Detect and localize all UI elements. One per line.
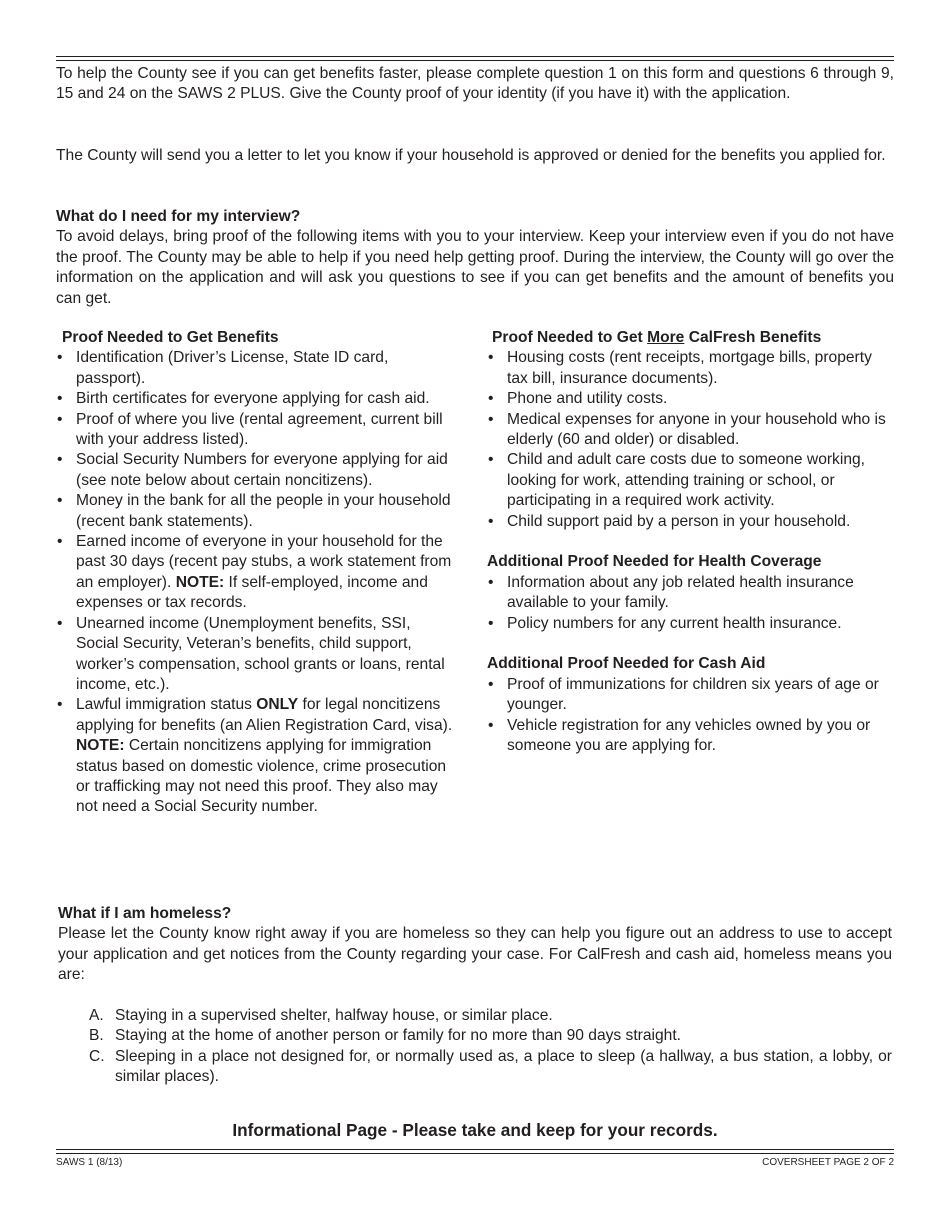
list-item: • Unearned income (Unemployment benefits, SSI, Social Security, Veteran’s benefits, child support, worker’s compensation, school grants or loans, rental income, etc.). [57,614,445,693]
list-item: • Money in the bank for all the people in your household (recent bank statements). [57,492,451,530]
list-item: • Policy numbers for any current health insurance. [488,614,842,632]
list-item: • Housing costs (rent receipts, mortgage bills, property tax bill, insurance documents). [488,349,872,387]
list-item: • Proof of immunizations for children six years of age or younger. [488,675,879,714]
list-item: B. Staying at the home of another person or family for no more than 90 days straight. [89,1027,682,1045]
list-item: • Social Security Numbers for everyone applying for aid (see note below about certain noncitizens). [57,451,448,489]
form-id: SAWS 1 (8/13) [56,1157,123,1168]
list-item: • Identification (Driver’s License, State ID card, passport). [57,349,389,387]
list-item: • Lawful immigration status ONLY for legal noncitizens applying for benefits (an Alien Registration Card, visa). NOTE: Certain noncitizens applying for immigration status based on domestic violence, crime prosecution or trafficking may not need this proof. They also may not need a Social Security number. [57,696,453,816]
informational-note: Informational Page - Please take and keep for your records. [232,1120,718,1140]
proof-calfresh-column [487,328,892,757]
list-item: • Medical expenses for anyone in your household who is elderly (60 and older) or disabled. [488,410,886,449]
proof-benefits-list [56,348,456,817]
bottom-rule [56,1153,894,1154]
homeless-section [58,904,892,1088]
cash-aid-list [487,675,892,757]
homeless-body: Please let the County know right away if you are homeless so they can help you figure out an address to use to accept your application and get notices from the County regarding your case. For CalFresh and cash aid, homeless means you are: [58,925,892,984]
list-item: • Child support paid by a person in your household. [488,512,851,530]
list-item: • Phone and utility costs. [488,390,668,408]
interview-heading: What do I need for my interview? [56,208,301,225]
proof-calfresh-heading: Proof Needed to Get More CalFresh Benefits [492,329,822,346]
top-rule [56,56,894,57]
list-item: A. Staying in a supervised shelter, halfway house, or similar place. [89,1007,553,1025]
intro-paragraph: The County will send you a letter to let you know if your household is approved or denied for the benefits you applied for. [56,147,886,164]
proof-calfresh-list [487,348,892,532]
list-item: • Earned income of everyone in your household for the past 30 days (recent pay stubs, a work statement from an employer). NOTE: If self-employed, income and expenses or tax records. [57,533,452,612]
homeless-heading: What if I am homeless? [58,905,232,922]
health-coverage-list [487,573,892,634]
cash-aid-heading: Additional Proof Needed for Cash Aid [487,655,766,673]
list-item: • Child and adult care costs due to someone working, looking for work, attending training or school, or participating in a required work activity. [488,451,865,510]
list-item: • Information about any job related health insurance available to your family. [488,573,854,612]
intro-paragraph: To help the County see if you can get benefits faster, please complete question 1 on this form and questions 6 through 9, 15 and 24 on the SAWS 2 PLUS. Give the County proof of your identity (if you have it) with the application. [56,65,894,103]
list-item: C. Sleeping in a place not designed for, or normally used as, a place to sleep (a hallway, a bus station, a lobby, or similar places). [89,1047,892,1086]
list-item: • Vehicle registration for any vehicles owned by you or someone you are applying for. [488,716,871,755]
proof-benefits-heading: Proof Needed to Get Benefits [62,329,279,346]
bottom-rule [56,1149,894,1150]
list-item: • Birth certificates for everyone applying for cash aid. [57,390,430,408]
page-label: COVERSHEET PAGE 2 OF 2 [762,1157,894,1168]
interview-section [56,207,894,309]
top-rule [56,60,894,61]
homeless-list [58,1006,892,1088]
list-item: • Proof of where you live (rental agreement, current bill with your address listed). [57,410,443,449]
proof-benefits-column [56,328,456,818]
interview-body: To avoid delays, bring proof of the following items with you to your interview. Keep your interview even if you do not have the proof. The County may be able to help if you need help getting proof. During the interview, the County will go over the information on the application and will ask you questions to see if you can get benefits and the amount of benefits you can get. [56,228,894,307]
health-coverage-heading: Additional Proof Needed for Health Coverage [487,553,822,571]
